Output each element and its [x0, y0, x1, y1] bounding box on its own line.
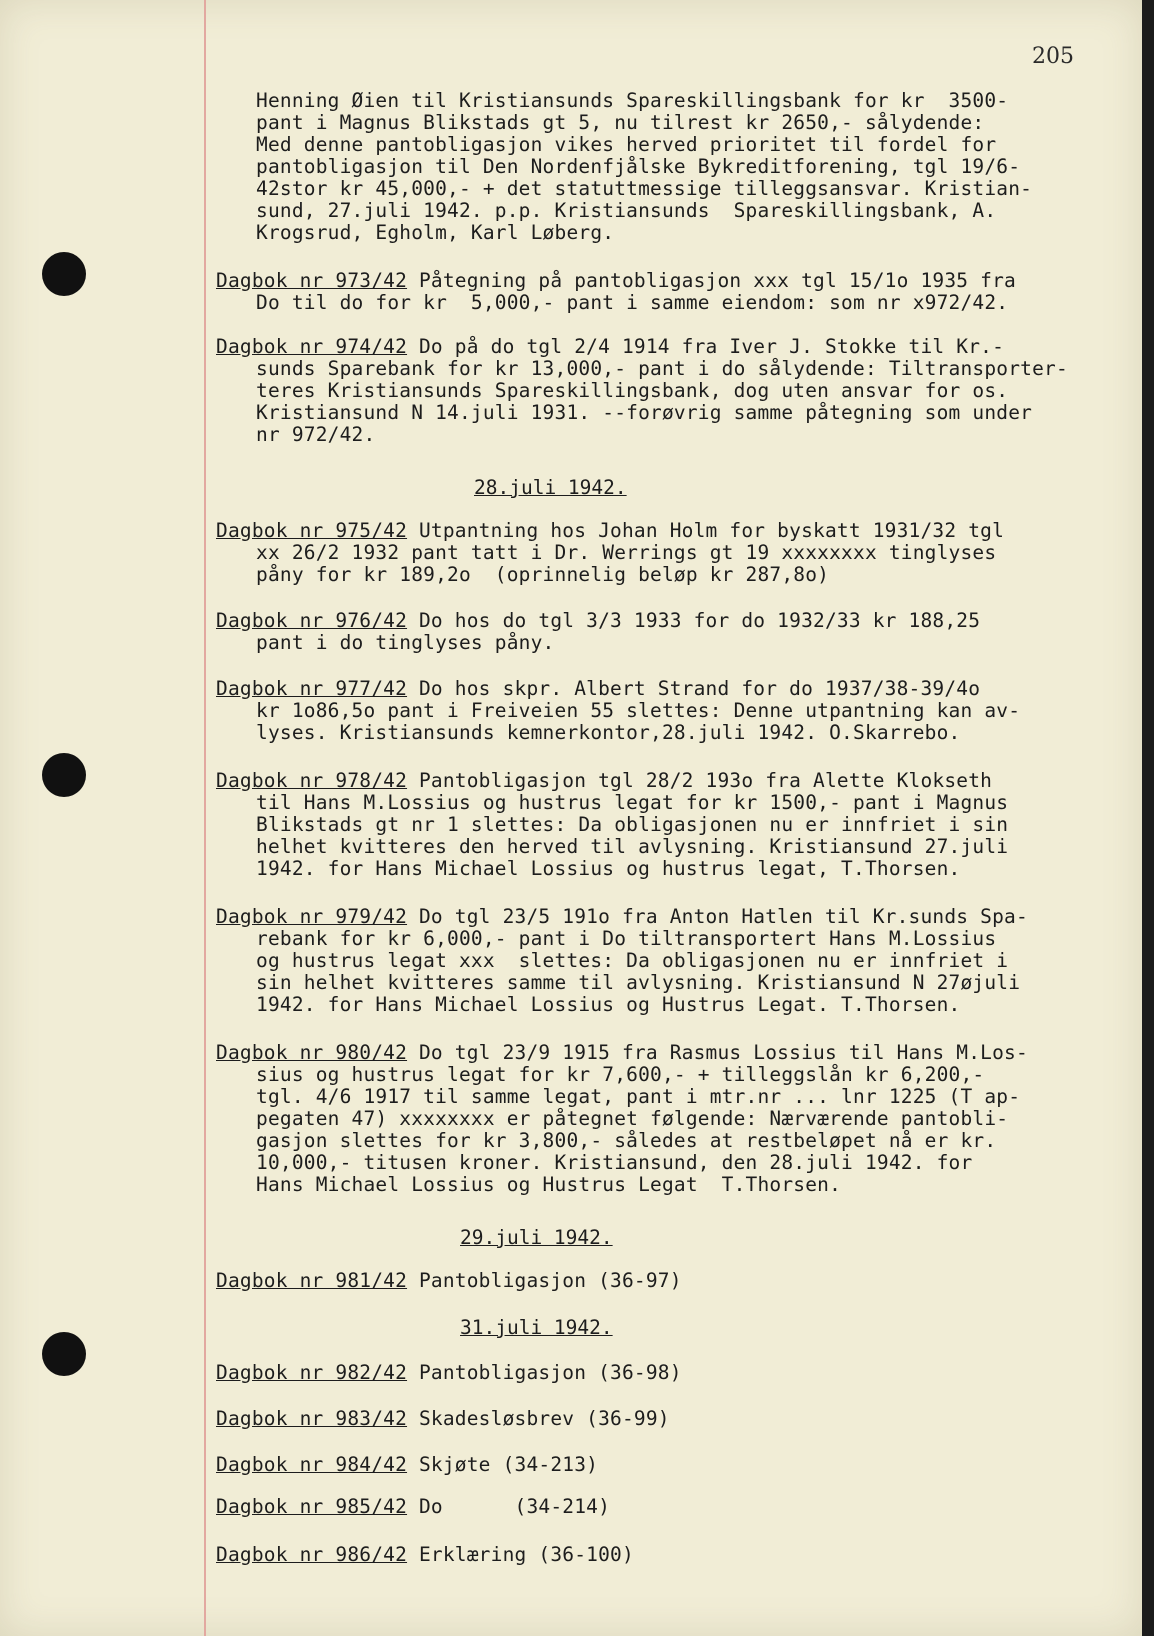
entry-line: xx 26/2 1932 pant tatt i Dr. Werrings gt 19 xxxxxxxx tinglyses — [256, 541, 997, 564]
entry-line: rebank for kr 6,000,- pant i Do tiltransportert Hans M.Lossius — [256, 927, 997, 950]
entry-line: Kristiansund N 14.juli 1931. --forøvrig samme påtegning som under — [256, 401, 1033, 424]
entry-text: Do tgl 23/9 1915 fra Rasmus Lossius til Hans M.Los- — [407, 1041, 1028, 1064]
entry-line: sin helhet kvitteres samme til avlysning. Kristiansund N 27øjuli — [256, 971, 1021, 994]
entry-text: Do tgl 23/5 191o fra Anton Hatlen til Kr.sunds Spa- — [407, 905, 1028, 928]
entry-first-line — [216, 1408, 670, 1430]
entry-text: Påtegning på pantobligasjon xxx tgl 15/1o 1935 fra — [407, 269, 1016, 292]
entry-number: Dagbok nr 980/42 — [216, 1041, 408, 1064]
page-number: 205 — [1032, 44, 1074, 69]
entry-first-line — [216, 1454, 598, 1476]
entry-first-line — [216, 770, 992, 792]
punch-hole — [42, 252, 86, 296]
entry-number: Dagbok nr 974/42 — [216, 335, 408, 358]
opening-line: sund, 27.juli 1942. p.p. Kristiansunds Spareskillingsbank, A. — [256, 199, 997, 222]
entry-number: Dagbok nr 977/42 — [216, 677, 408, 700]
entry-line: 10,000,- titusen kroner. Kristiansund, den 28.juli 1942. for — [256, 1151, 973, 1174]
date-heading: 28.juli 1942. — [474, 476, 627, 499]
entry-line: sunds Sparebank for kr 13,000,- pant i do sålydende: Tiltransporter- — [256, 357, 1068, 380]
entry-line: pant i do tinglyses påny. — [256, 631, 555, 654]
opening-line: Henning Øien til Kristiansunds Spareskillingsbank for kr 3500- — [256, 89, 1009, 112]
entry-number: Dagbok nr 973/42 — [216, 269, 408, 292]
entry-number: Dagbok nr 982/42 — [216, 1361, 408, 1384]
entry-line: Blikstads gt nr 1 slettes: Da obligasjonen nu er innfriet i sin — [256, 813, 1009, 836]
entry-line: 1942. for Hans Michael Lossius og Hustrus Legat. T.Thorsen. — [256, 993, 961, 1016]
entry-line: Hans Michael Lossius og Hustrus Legat T.Thorsen. — [256, 1173, 842, 1196]
opening-line: pantobligasjon til Den Nordenfjålske Bykreditforening, tgl 19/6- — [256, 155, 1021, 178]
entry-number: Dagbok nr 985/42 — [216, 1495, 408, 1518]
entry-text: Pantobligasjon (36-97) — [407, 1269, 682, 1292]
entry-first-line — [216, 1042, 1028, 1064]
entry-first-line — [216, 336, 1004, 358]
entry-line: lyses. Kristiansunds kemnerkontor,28.juli 1942. O.Skarrebo. — [256, 721, 961, 744]
entry-line: og hustrus legat xxx slettes: Da obligasjonen nu er innfriet i — [256, 949, 1009, 972]
entry-line: pånу for kr 189,2o (oprinnelig beløp kr 287,8o) — [256, 563, 830, 586]
entry-text: Pantobligasjon (36-98) — [407, 1361, 682, 1384]
entry-line: tgl. 4/6 1917 til samme legat, pant i mtr.nr ... lnr 1225 (T ap- — [256, 1085, 1021, 1108]
entry-text: Do (34-214) — [407, 1495, 611, 1518]
entry-text: Erklæring (36-100) — [407, 1543, 634, 1566]
entry-number: Dagbok nr 983/42 — [216, 1407, 408, 1430]
entry-line: nr 972/42. — [256, 423, 376, 446]
entry-first-line — [216, 1544, 634, 1566]
margin-rule — [204, 0, 206, 1636]
entry-number: Dagbok nr 976/42 — [216, 609, 408, 632]
entry-line: gasjon slettes for kr 3,800,- således at restbeløpet nå er kr. — [256, 1129, 997, 1152]
entry-line: 1942. for Hans Michael Lossius og hustrus legat, T.Thorsen. — [256, 857, 961, 880]
entry-first-line — [216, 678, 980, 700]
entry-first-line — [216, 520, 1004, 542]
punch-hole — [42, 1332, 86, 1376]
entry-first-line — [216, 610, 980, 632]
entry-first-line — [216, 1496, 610, 1518]
opening-line: pant i Magnus Blikstads gt 5, nu tilrest kr 2650,- sålydende: — [256, 111, 985, 134]
entry-number: Dagbok nr 975/42 — [216, 519, 408, 542]
entry-number: Dagbok nr 981/42 — [216, 1269, 408, 1292]
entry-first-line — [216, 270, 1016, 292]
entry-first-line — [216, 906, 1028, 928]
entry-line: sius og hustrus legat for kr 7,600,- + tilleggslån kr 6,200,- — [256, 1063, 985, 1086]
opening-line: Krogsrud, Egholm, Karl Løberg. — [256, 221, 615, 244]
opening-line: Med denne pantobligasjon vikes herved prioritet til fordel for — [256, 133, 997, 156]
entry-number: Dagbok nr 984/42 — [216, 1453, 408, 1476]
entry-number: Dagbok nr 978/42 — [216, 769, 408, 792]
entry-line: helhet kvitteres den herved til avlysning. Kristiansund 27.juli — [256, 835, 1009, 858]
entry-text: Skjøte (34-213) — [407, 1453, 599, 1476]
entry-first-line — [216, 1362, 682, 1384]
entry-line: pegaten 47) xxxxxxxx er påtegnet følgende: Nærværende pantobli- — [256, 1107, 1009, 1130]
entry-text: Utpantning hos Johan Holm for byskatt 1931/32 tgl — [407, 519, 1005, 542]
date-heading: 29.juli 1942. — [460, 1226, 613, 1249]
entry-text: Do hos do tgl 3/3 1933 for do 1932/33 kr 188,25 — [407, 609, 981, 632]
entry-line: Do til do for kr 5,000,- pant i samme eiendom: som nr x972/42. — [256, 291, 1009, 314]
entry-line: kr 1o86,5o pant i Freiveien 55 slettes: Denne utpantning kan av- — [256, 699, 1021, 722]
entry-text: Skadesløsbrev (36-99) — [407, 1407, 670, 1430]
punch-hole — [42, 753, 86, 797]
entry-line: teres Kristiansunds Spareskillingsbank, dog uten ansvar for os. — [256, 379, 1009, 402]
date-heading: 31.juli 1942. — [460, 1316, 613, 1339]
opening-line: 42stor kr 45,000,- + det statuttmessige tilleggsansvar. Kristian- — [256, 177, 1033, 200]
entry-first-line — [216, 1270, 682, 1292]
entry-number: Dagbok nr 986/42 — [216, 1543, 408, 1566]
entry-text: Do hos skpr. Albert Strand for do 1937/38-39/4o — [407, 677, 981, 700]
entry-line: til Hans M.Lossius og hustrus legat for kr 1500,- pant i Magnus — [256, 791, 1009, 814]
entry-number: Dagbok nr 979/42 — [216, 905, 408, 928]
entry-text: Pantobligasjon tgl 28/2 193o fra Alette Klokseth — [407, 769, 993, 792]
entry-text: Do på do tgl 2/4 1914 fra Iver J. Stokke til Kr.- — [407, 335, 1005, 358]
